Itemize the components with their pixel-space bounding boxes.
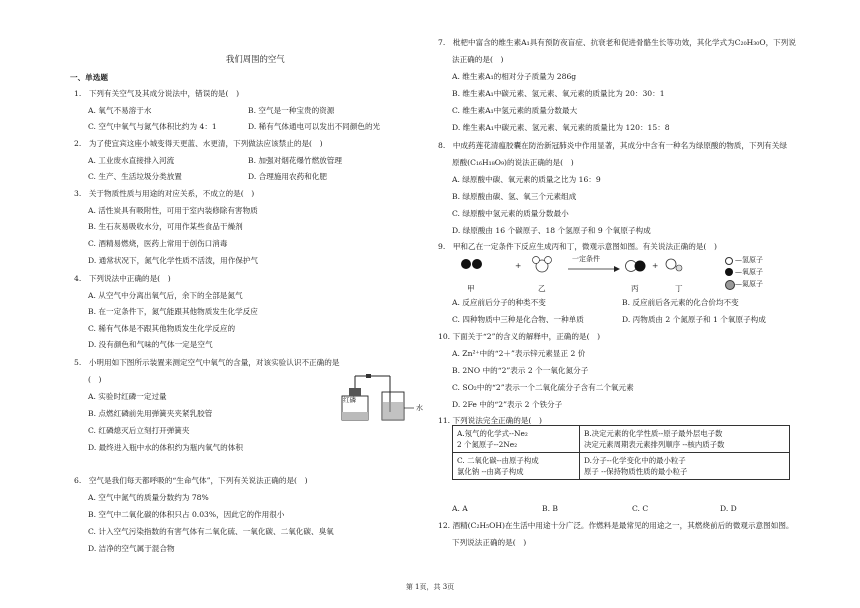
- q9-plus-1: +: [515, 261, 522, 270]
- page-footer: 第 1页，共 3页: [405, 583, 455, 591]
- q10-opt-b: B. 2NO 中的“2”表示 2 个一氧化氮分子: [452, 366, 589, 375]
- q11-c-line2: 氯化钠 --由离子构成: [457, 467, 524, 476]
- q8-opt-c: C. 绿原酸中氢元素的质量分数最小: [452, 209, 569, 218]
- q7-opt-d: D. 维生素A₁中碳元素、氢元素、氧元素的质量比为 120：15：8: [452, 123, 670, 132]
- legend-nitrogen-icon: [725, 280, 735, 290]
- q8-stem: 8. 中成药莲花清瘟胶囊在防治新冠肺炎中作用显著，其成分中含有一种名为绿原酸的物质，下列有关绿: [438, 141, 787, 150]
- q5-opt-b: B. 点燃红磷前先用弹簧夹夹紧乳胶管: [88, 409, 213, 418]
- q6-opt-c: C. 计入空气污染指数的有害气体有二氧化硫、一氧化碳、二氧化碳、臭氧: [88, 527, 334, 536]
- q9-opt-d: D. 丙物质由 2 个氮原子和 1 个氧原子构成: [622, 315, 766, 324]
- q11-b-line2: 决定元素周期表元素排列顺序 --核内质子数: [584, 440, 725, 449]
- q2-opt-b: B. 加强对烟花爆竹燃放管理: [248, 156, 342, 165]
- apparatus-label-phosphorus: 红磷: [343, 396, 356, 404]
- q6-opt-b: B. 空气中二氧化碳的体积只占 0.03%，因此它的作用很小: [88, 510, 285, 519]
- q3-opt-c: C. 酒精易燃烧，医药上常用于创伤口消毒: [88, 239, 228, 248]
- q8-opt-a: A. 绿原酸中碳、氧元素的质量之比为 16：9: [452, 175, 601, 184]
- q4-opt-c: C. 稀有气体是不跟其他物质发生化学反应的: [88, 324, 236, 333]
- q7-opt-a: A. 维生素A₁的相对分子质量为 286g: [452, 72, 577, 81]
- q3-opt-b: B. 生石灰易吸收水分，可用作某些食品干燥剂: [88, 222, 243, 231]
- q9-label-yi: 乙: [538, 284, 546, 293]
- q4-opt-a: A. 从空气中分离出氧气后，余下的全部是氮气: [88, 291, 243, 300]
- legend-hydrogen: —氢原子: [735, 256, 763, 264]
- q11-b-line1: B.决定元素的化学性质--原子最外层电子数: [584, 429, 723, 438]
- q10-stem: 10. 下面关于“2”的含义的解释中，正确的是( ): [438, 332, 601, 341]
- q1-stem: 1. 下列有关空气及其成分说法中，错误的是( ): [74, 89, 240, 98]
- q5-stem-2: ( ): [88, 375, 102, 384]
- q3-opt-a: A. 活性炭具有吸附性，可用于室内装修除有害物质: [88, 206, 258, 215]
- q1-opt-a: A. 氧气不易溶于水: [88, 106, 152, 115]
- q9-label-jia: 甲: [467, 284, 475, 293]
- q2-stem: 2. 为了使宜宾这座小城变得天更蓝、水更清，下列做法应该禁止的是( ): [74, 139, 323, 148]
- q11-ans-a: A. A: [452, 504, 468, 513]
- q4-stem: 4. 下列说法中正确的是( ): [74, 274, 171, 283]
- q4-opt-b: B. 在一定条件下，氮气能跟其他物质发生化学反应: [88, 307, 258, 316]
- q11-a-line2: 2 个氮原子--2Ne₂: [457, 440, 518, 449]
- section-heading: 一、单选题: [70, 73, 108, 82]
- legend-oxygen-icon: [725, 268, 733, 276]
- q11-ans-d: D. D: [720, 504, 737, 513]
- q11-ans-b: B. B: [542, 504, 558, 513]
- q3-opt-d: D. 通常状况下，氮气化学性质不活泼，用作保护气: [88, 256, 259, 265]
- legend-hydrogen-icon: [725, 257, 733, 265]
- q1-opt-d: D. 稀有气体通电可以发出不同颜色的光: [248, 122, 381, 131]
- q9-opt-a: A. 反应前后分子的种类不变: [452, 298, 546, 307]
- q2-opt-c: C. 生产、生活垃圾分类放置: [88, 172, 182, 181]
- q6-stem: 6. 空气是我们每天都呼吸的“生命气体”，下列有关说法正确的是( ): [74, 476, 308, 485]
- q11-ans-c: C. C: [632, 504, 649, 513]
- q9-plus-2: +: [652, 261, 659, 270]
- q12-stem-2: 下列说法正确的是( ): [452, 538, 527, 547]
- q6-opt-a: A. 空气中氮气的质量分数约为 78%: [88, 493, 209, 502]
- q6-opt-d: D. 洁净的空气属于混合物: [88, 544, 175, 553]
- q7-opt-b: B. 维生素A₁中碳元素、氢元素、氧元素的质量比为 20：30：1: [452, 89, 665, 98]
- q11-d-line1: D.分子--化学变化中的最小粒子: [584, 456, 686, 465]
- q7-opt-c: C. 维生素A₁中氢元素的质量分数最大: [452, 106, 578, 115]
- q7-stem-2: 法正确的是( ): [452, 55, 504, 64]
- q11-cell-a: [453, 426, 580, 453]
- q8-opt-d: D. 绿原酸由 16 个碳原子、18 个氢原子和 9 个氧原子构成: [452, 226, 651, 235]
- q10-opt-c: C. SO₂中的“2”表示一个二氧化硫分子含有二个氧元素: [452, 383, 634, 392]
- q5-opt-d: D. 最终进入瓶中水的体积约为瓶内氧气的体积: [88, 443, 243, 452]
- q11-cell-d: [580, 453, 790, 480]
- q11-cell-b: [580, 426, 790, 453]
- q8-stem-2: 原酸(C₁₆H₁₈O₉)的说法正确的是( ): [452, 158, 574, 167]
- q3-stem: 3. 关于物质性质与用途的对应关系，不成立的是( ): [74, 189, 255, 198]
- q2-opt-a: A. 工业废水直接排入河流: [88, 156, 175, 165]
- legend-nitrogen: —氮原子: [735, 280, 763, 288]
- q11-d-line2: 原子 --保持物质性质的最小粒子: [584, 467, 688, 476]
- apparatus-label-water: 水: [416, 404, 423, 412]
- q5-stem: 5. 小明用如下图所示装置来测定空气中氧气的含量，对该实验认识不正确的是: [74, 358, 340, 367]
- q11-stem: 11. 下列说法完全正确的是( ): [438, 416, 542, 425]
- q1-opt-c: C. 空气中氧气与氮气体积比约为 4：1: [88, 122, 217, 131]
- doc-title: 我们周围的空气: [226, 54, 285, 64]
- q9-label-bing: 丙: [631, 284, 639, 293]
- q11-table: [452, 425, 790, 480]
- q4-opt-d: D. 没有颜色和气味的气体一定是空气: [88, 340, 213, 349]
- q11-a-line1: A.氖气的化学式--Ne₂: [457, 429, 528, 438]
- q7-stem: 7. 枇杷中富含的维生素A₁具有预防夜盲症、抗衰老和促进骨骼生长等功效，其化学式为C₂₀H₃₀O，下列说: [438, 38, 796, 47]
- q10-opt-a: A. Zn²⁺中的“2＋”表示锌元素显正 2 价: [452, 349, 586, 358]
- q10-opt-d: D. 2Fe 中的“2”表示 2 个铁分子: [452, 400, 563, 409]
- q8-opt-b: B. 绿原酸由碳、氢、氧三个元素组成: [452, 192, 577, 201]
- q5-opt-a: A. 实验时红磷一定过量: [88, 392, 167, 401]
- q9-opt-c: C. 四种物质中三种是化合物、一种单质: [452, 315, 584, 324]
- q9-opt-b: B. 反应前后各元素的化合价均不变: [622, 298, 739, 307]
- q5-opt-c: C. 红磷熄灭后立刻打开弹簧夹: [88, 426, 190, 435]
- q12-stem: 12. 酒精(C₂H₅OH)在生活中用途十分广泛。作燃料是最常见的用途之一，其燃烧前后的微观示意图如图。: [438, 521, 794, 530]
- q11-cell-c: [453, 453, 580, 480]
- q1-opt-b: B. 空气是一种宝贵的资源: [248, 106, 335, 115]
- q9-label-ding: 丁: [675, 284, 683, 293]
- q11-c-line1: C. 二氧化碳--由原子构成: [457, 456, 539, 465]
- legend-oxygen: —氧原子: [735, 268, 763, 276]
- q9-stem: 9. 甲和乙在一定条件下反应生成丙和丁，微观示意图如图。有关说法正确的是( ): [438, 242, 717, 251]
- q9-condition: 一定条件: [572, 255, 600, 263]
- q2-opt-d: D. 合理施用农药和化肥: [248, 172, 327, 181]
